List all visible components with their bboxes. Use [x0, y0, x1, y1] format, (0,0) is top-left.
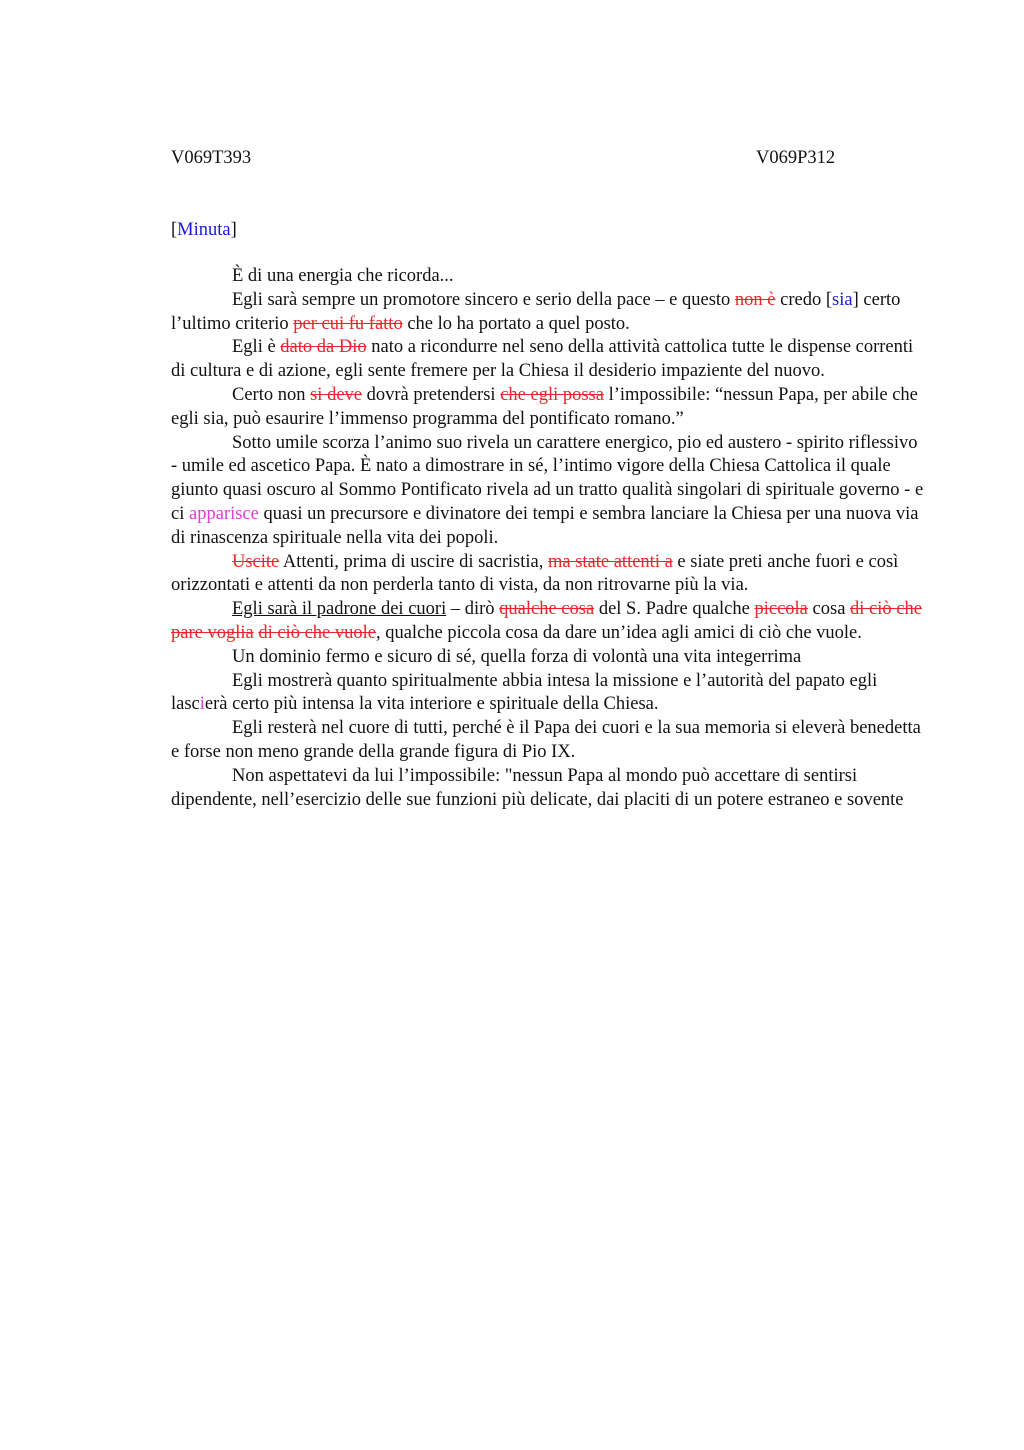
text-segment: erà certo più intensa la vita interiore e spirituale della Chiesa.	[204, 694, 659, 715]
text-segment: Egli è	[232, 337, 281, 358]
deleted-text: che egli possa	[500, 384, 604, 405]
paragraph-text: Un dominio fermo e sicuro di sé, quella forza di volontà una vita integerrima	[232, 646, 802, 667]
paragraph-text: Egli resterà nel cuore di tutti, perché è il Papa dei cuori e la sua memoria si eleverà benedetta e forse non meno grande della grande figura di Pio IX.	[171, 718, 921, 762]
paragraph-6	[171, 551, 926, 599]
text-segment: Certo non	[232, 384, 311, 405]
text-segment: Sotto umile scorza l’animo suo rivela un carattere energico, pio ed austero - spirito riflessivo - umile ed ascetico Papa. È nato a dimostrare in sé, l’intimo vigore della Chiesa Cattolica il quale giunto quasi oscuro al Sommo Pontificato rivela ad un tratto qualità singolari di spirituale governo - e ci	[171, 432, 924, 524]
deleted-text: Uscite	[232, 551, 280, 572]
deleted-text: di ciò che pare voglia	[171, 599, 922, 643]
text-segment: l’impossibile: “nessun Papa, per abile che egli sia, può esaurire l’immenso programma del pontificato romano.”	[171, 384, 918, 429]
inserted-text: sia	[832, 289, 853, 310]
text-segment: credo	[775, 289, 826, 310]
paragraph-7	[171, 598, 926, 646]
text-segment: Attenti, prima di uscire di sacristia,	[279, 551, 548, 572]
highlighted-text: i	[199, 694, 205, 715]
deleted-text: dato da Dio	[280, 337, 367, 358]
text-segment: , qualche piccola cosa da dare un’idea agli amici di ciò che vuole.	[375, 622, 862, 643]
deleted-text: si deve	[310, 384, 362, 405]
paragraph-8	[171, 646, 926, 670]
paragraph-5	[171, 432, 926, 551]
deleted-text: di ciò che vuole	[258, 622, 376, 643]
deleted-text: per cui fu fatto	[293, 313, 403, 334]
text-segment: dovrà pretendersi	[362, 384, 501, 405]
text-segment: quasi un precursore e divinatore dei tempi e sembra lanciare la Chiesa per una nuova via di rinascenza spirituale nella vita dei popoli.	[171, 503, 919, 548]
underlined-text: Egli sarà il padrone dei cuori	[232, 599, 447, 620]
document-code-right: V069P312	[756, 148, 836, 168]
label-text: Minuta	[177, 220, 231, 240]
document-code-left: V069T393	[171, 148, 252, 168]
paragraph-4	[171, 384, 926, 432]
paragraph-text: È di una energia che ricorda...	[232, 266, 454, 286]
label-close-bracket: ]	[230, 220, 237, 240]
paragraph-11	[171, 765, 926, 813]
label-open-bracket: [	[171, 220, 178, 240]
highlighted-text: apparisce	[188, 503, 259, 524]
insert-close-bracket: ]	[852, 289, 859, 310]
text-segment: – dirò	[446, 599, 500, 620]
text-segment: del S. Padre qualche	[594, 599, 755, 620]
text-segment: e siate preti anche fuori e così orizzontati e attenti da non perderla tanto di vista, da non ritrovarne più la via.	[171, 551, 899, 596]
paragraph-9	[171, 670, 926, 718]
deleted-text: piccola	[754, 599, 808, 620]
paragraph-text: Non aspettatevi da lui l’impossibile: "nessun Papa al mondo può accettare di sentirsi dipendente, nell’esercizio delle sue funzioni più delicate, dai placiti di un potere estraneo e sovente	[171, 765, 904, 810]
text-segment: nato a ricondurre nel seno della attività cattolica tutte le dispense correnti di cultura e di azione, egli sente fremere per la Chiesa il desiderio impaziente del nuovo.	[171, 337, 914, 382]
document-body	[171, 265, 926, 812]
paragraph-3	[171, 336, 926, 384]
paragraph-2	[171, 289, 926, 337]
text-segment: Egli sarà sempre un promotore sincero e serio della pace – e questo	[232, 289, 735, 310]
insert-open-bracket: [	[825, 289, 833, 310]
text-segment: che lo ha portato a quel posto.	[402, 313, 630, 334]
document-label	[171, 219, 237, 241]
deleted-text: non è	[734, 289, 776, 310]
text-segment: cosa	[807, 599, 851, 620]
text-segment: Egli mostrerà quanto spiritualmente abbia intesa la missione e l’autorità del papato egli lasc	[171, 670, 878, 715]
paragraph-1	[171, 265, 926, 289]
paragraph-10	[171, 717, 926, 765]
text-segment: certo l’ultimo criterio	[171, 289, 901, 334]
deleted-text: qualche cosa	[499, 599, 595, 620]
deleted-text: ma state attenti a	[547, 551, 673, 572]
